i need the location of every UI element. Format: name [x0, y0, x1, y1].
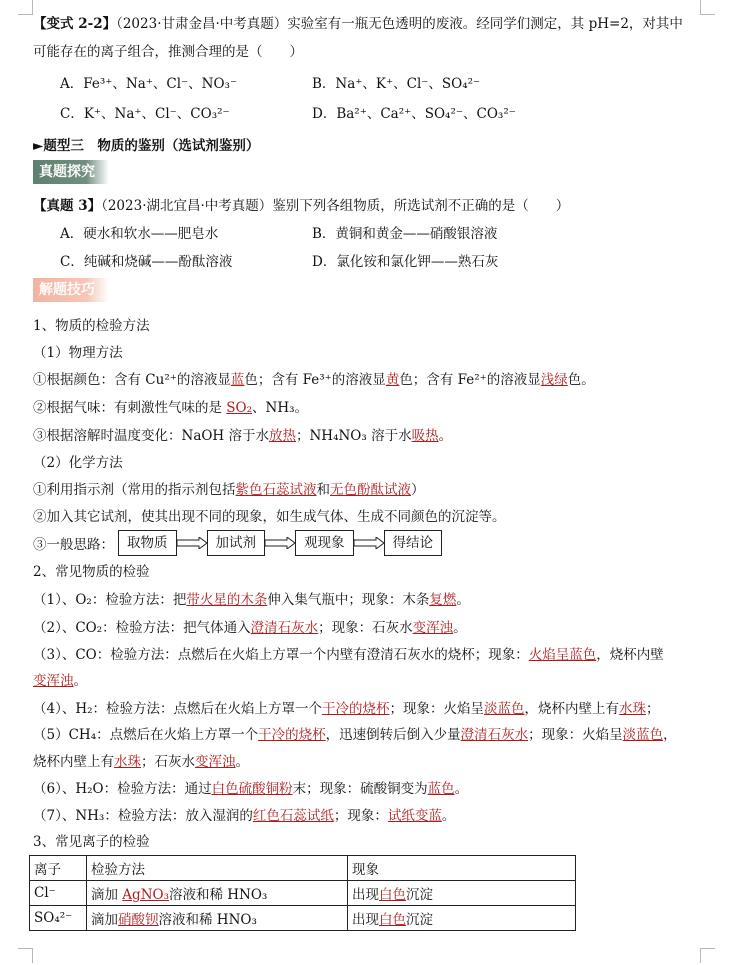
heading-1b: （2）化学方法: [33, 455, 123, 471]
flow-step-3: 观现象: [295, 530, 354, 556]
text: 色；含有 Fe²⁺的溶液显: [399, 372, 541, 388]
table-cell-ion: Cl⁻: [30, 881, 87, 906]
gas-h2o: [33, 777, 468, 797]
crop-mark-bottom-right: [700, 948, 715, 963]
flow-diagram: [33, 530, 442, 556]
real-option-c: C．纯碱和烧碱——酚酞溶液: [60, 254, 233, 270]
answer: 紫色石蕊试液: [235, 482, 317, 498]
flow-step-2: 加试剂: [207, 530, 266, 556]
answer: 白色硫酸铜粉: [211, 781, 293, 797]
para-reagent: ②加入其它试剂，使其出现不同的现象，如生成气体、生成不同颜色的沉淀等。: [33, 509, 506, 525]
text: 、NH₃。: [252, 400, 309, 416]
table-header-cell: 现象: [348, 856, 576, 881]
para-indicator: [33, 478, 425, 498]
text: 滴加: [91, 887, 123, 903]
ion-test-table: [29, 855, 576, 931]
text: 。: [438, 428, 453, 444]
flow-label: ③一般思路：: [33, 537, 114, 553]
answer: 无色酚酞试液: [330, 482, 411, 498]
variant-label: 【变式 2-2】: [33, 16, 117, 32]
variant-stem-text: 实验室有一瓶无色透明的废液。经同学们测定，其 pH=2，对其中: [287, 16, 683, 32]
gas-h2: [33, 697, 660, 717]
answer: 水珠: [619, 701, 647, 717]
real-label: 【真题 3】: [33, 198, 102, 214]
answer: 吸热: [411, 428, 439, 444]
answer: 变浑浊: [412, 620, 454, 636]
tag-tips: 解题技巧: [33, 278, 109, 302]
text: ，: [663, 727, 677, 743]
answer: 红色石蕊试纸: [252, 808, 334, 824]
answer: 澄清石灰水: [250, 620, 319, 636]
section-heading-type3: ►题型三 物质的鉴别（选试剂鉴别）: [33, 138, 260, 154]
text: 末；现象：硫酸铜变为: [292, 781, 428, 797]
text: ，迅速倒转后倒入少量: [325, 727, 461, 743]
heading-2: 2、常见物质的检验: [33, 564, 150, 580]
text: （5）CH₄：点燃后在火焰上方罩一个: [33, 727, 259, 743]
text: 烧杯内壁上有: [33, 754, 114, 770]
crop-mark-top-right: [700, 0, 715, 15]
table-row: [30, 881, 576, 906]
gas-co: [33, 643, 664, 663]
table-header-cell: 离子: [30, 856, 87, 881]
variant-option-b: B．Na⁺、K⁺、Cl⁻、SO₄²⁻: [312, 76, 481, 92]
text: ；现象：: [333, 808, 388, 824]
answer: 淡蓝色: [622, 727, 664, 743]
flow-step-4: 得结论: [384, 530, 443, 556]
flow-step-1: 取物质: [118, 530, 177, 556]
gas-o2: [33, 588, 470, 608]
real-option-d: D．氯化铵和氯化钾——熟石灰: [312, 254, 499, 270]
text: 溶液和稀 HNO₃: [168, 887, 268, 903]
variant-option-a: A．Fe³⁺、Na⁺、Cl⁻、NO₃⁻: [60, 76, 238, 92]
text: 伸入集气瓶中；现象：木条: [267, 592, 430, 608]
text: ；NH₄NO₃ 溶于水: [296, 428, 412, 444]
gas-ch4-cont: [33, 750, 249, 770]
answer: 干冷的烧杯: [258, 727, 326, 743]
text: 。: [456, 592, 470, 608]
answer: 白色: [379, 887, 406, 903]
table-row: [30, 906, 576, 931]
crop-mark-top-left: [18, 0, 33, 15]
heading-1: 1、物质的检验方法: [33, 318, 150, 334]
variant-source: （2023·甘肃金昌·中考真题）: [116, 16, 288, 32]
text: 和: [316, 482, 330, 498]
para-color: [33, 368, 595, 388]
tag-real-exam: 真题探究: [33, 160, 109, 184]
answer: 火焰呈蓝色: [528, 647, 597, 663]
answer: 试纸变蓝: [387, 808, 442, 824]
answer: 黄: [385, 372, 400, 388]
answer: 淡蓝色: [484, 701, 525, 717]
text: 溶液和稀 HNO₃: [158, 912, 257, 928]
text: ；: [646, 701, 660, 717]
text: ，烧杯内壁上有: [524, 701, 620, 717]
text: （7）、NH₃：检验方法：放入湿润的: [33, 808, 253, 824]
text: 出现: [352, 912, 379, 928]
gas-co-cont: [33, 669, 87, 689]
para-temperature: [33, 424, 452, 444]
text: 沉淀: [406, 887, 433, 903]
table-cell-result: [348, 906, 576, 931]
answer: 干冷的烧杯: [322, 701, 390, 717]
table-header-cell: 检验方法: [87, 856, 348, 881]
answer: 蓝色: [427, 781, 455, 797]
text: 。: [453, 620, 467, 636]
answer: 变浑浊: [195, 754, 236, 770]
answer: 白色: [379, 912, 406, 928]
text: 。: [441, 808, 456, 824]
text: ①根据颜色：含有 Cu²⁺的溶液显: [33, 372, 231, 388]
table-cell-result: [348, 881, 576, 906]
variant-stem-line1: [33, 12, 683, 32]
real-source: （2023·湖北宜昌·中考真题）: [101, 198, 273, 214]
arrow-right-icon: [354, 537, 384, 549]
text: （4）、H₂：检验方法：点燃后在火焰上方罩一个: [33, 701, 323, 717]
answer: 水珠: [114, 754, 141, 770]
table-cell-ion: SO₄²⁻: [30, 906, 87, 931]
text: ）: [411, 482, 425, 498]
text: 色。: [567, 372, 595, 388]
text: 色；含有 Fe³⁺的溶液显: [244, 372, 386, 388]
text: ，烧杯内壁: [596, 647, 664, 663]
answer: SO₂: [226, 400, 253, 416]
text: ；石灰水: [141, 754, 195, 770]
answer: 复燃: [429, 592, 457, 608]
gas-ch4: [33, 723, 677, 743]
heading-1a: （1）物理方法: [33, 345, 123, 361]
heading-3: 3、常见离子的检验: [33, 834, 150, 850]
answer: 澄清石灰水: [460, 727, 529, 743]
text: 滴加: [91, 912, 118, 928]
answer: 硝酸钡: [118, 912, 159, 928]
variant-option-c: C．K⁺、Na⁺、Cl⁻、CO₃²⁻: [60, 106, 230, 122]
variant-stem-line2: 可能存在的离子组合，推测合理的是（ ）: [33, 44, 303, 60]
text: 。: [454, 781, 469, 797]
variant-option-d: D．Ba²⁺、Ca²⁺、SO₄²⁻、CO₃²⁻: [312, 106, 516, 122]
table-header-row: [30, 856, 576, 881]
gas-co2: [33, 616, 467, 636]
text: （6）、H₂O：检验方法：通过: [33, 781, 212, 797]
text: 沉淀: [406, 912, 433, 928]
text: ③根据溶解时温度变化：: [33, 428, 182, 444]
real-stem: [33, 194, 569, 214]
real-stem-text: 鉴别下列各组物质，所选试剂不正确的是（ ）: [272, 198, 570, 214]
text: （1）、O₂：检验方法：把: [33, 592, 187, 608]
answer: 变浑浊: [33, 673, 74, 689]
answer: 带火星的木条: [186, 592, 268, 608]
real-option-b: B．黄铜和黄金——硝酸银溶液: [312, 226, 498, 242]
text: 。: [73, 673, 87, 689]
text: NaOH 溶于水: [181, 428, 269, 444]
para-smell: [33, 396, 308, 416]
text: ①利用指示剂（常用的指示剂包括: [33, 482, 236, 498]
text: ；现象：火焰呈: [528, 727, 623, 743]
arrow-right-icon: [177, 537, 207, 549]
text: 出现: [352, 887, 379, 903]
answer: AgNO₃: [122, 887, 169, 903]
table-cell-method: [87, 906, 348, 931]
real-option-a: A．硬水和软水——肥皂水: [60, 226, 219, 242]
answer: 蓝: [230, 372, 245, 388]
text: 。: [235, 754, 249, 770]
table-cell-method: [87, 881, 348, 906]
text: ；现象：火焰呈: [389, 701, 485, 717]
text: （2）、CO₂：检验方法：把气体通入: [33, 620, 251, 636]
arrow-right-icon: [265, 537, 295, 549]
text: ；现象：石灰水: [318, 620, 413, 636]
gas-nh3: [33, 804, 455, 824]
answer: 浅绿: [540, 372, 568, 388]
answer: 放热: [269, 428, 296, 444]
text: ②根据气味：有刺激性气味的是: [33, 400, 227, 416]
text: （3）、CO：检验方法：点燃后在火焰上方罩一个内壁有澄清石灰水的烧杯；现象：: [33, 647, 529, 663]
crop-mark-bottom-left: [18, 948, 33, 963]
